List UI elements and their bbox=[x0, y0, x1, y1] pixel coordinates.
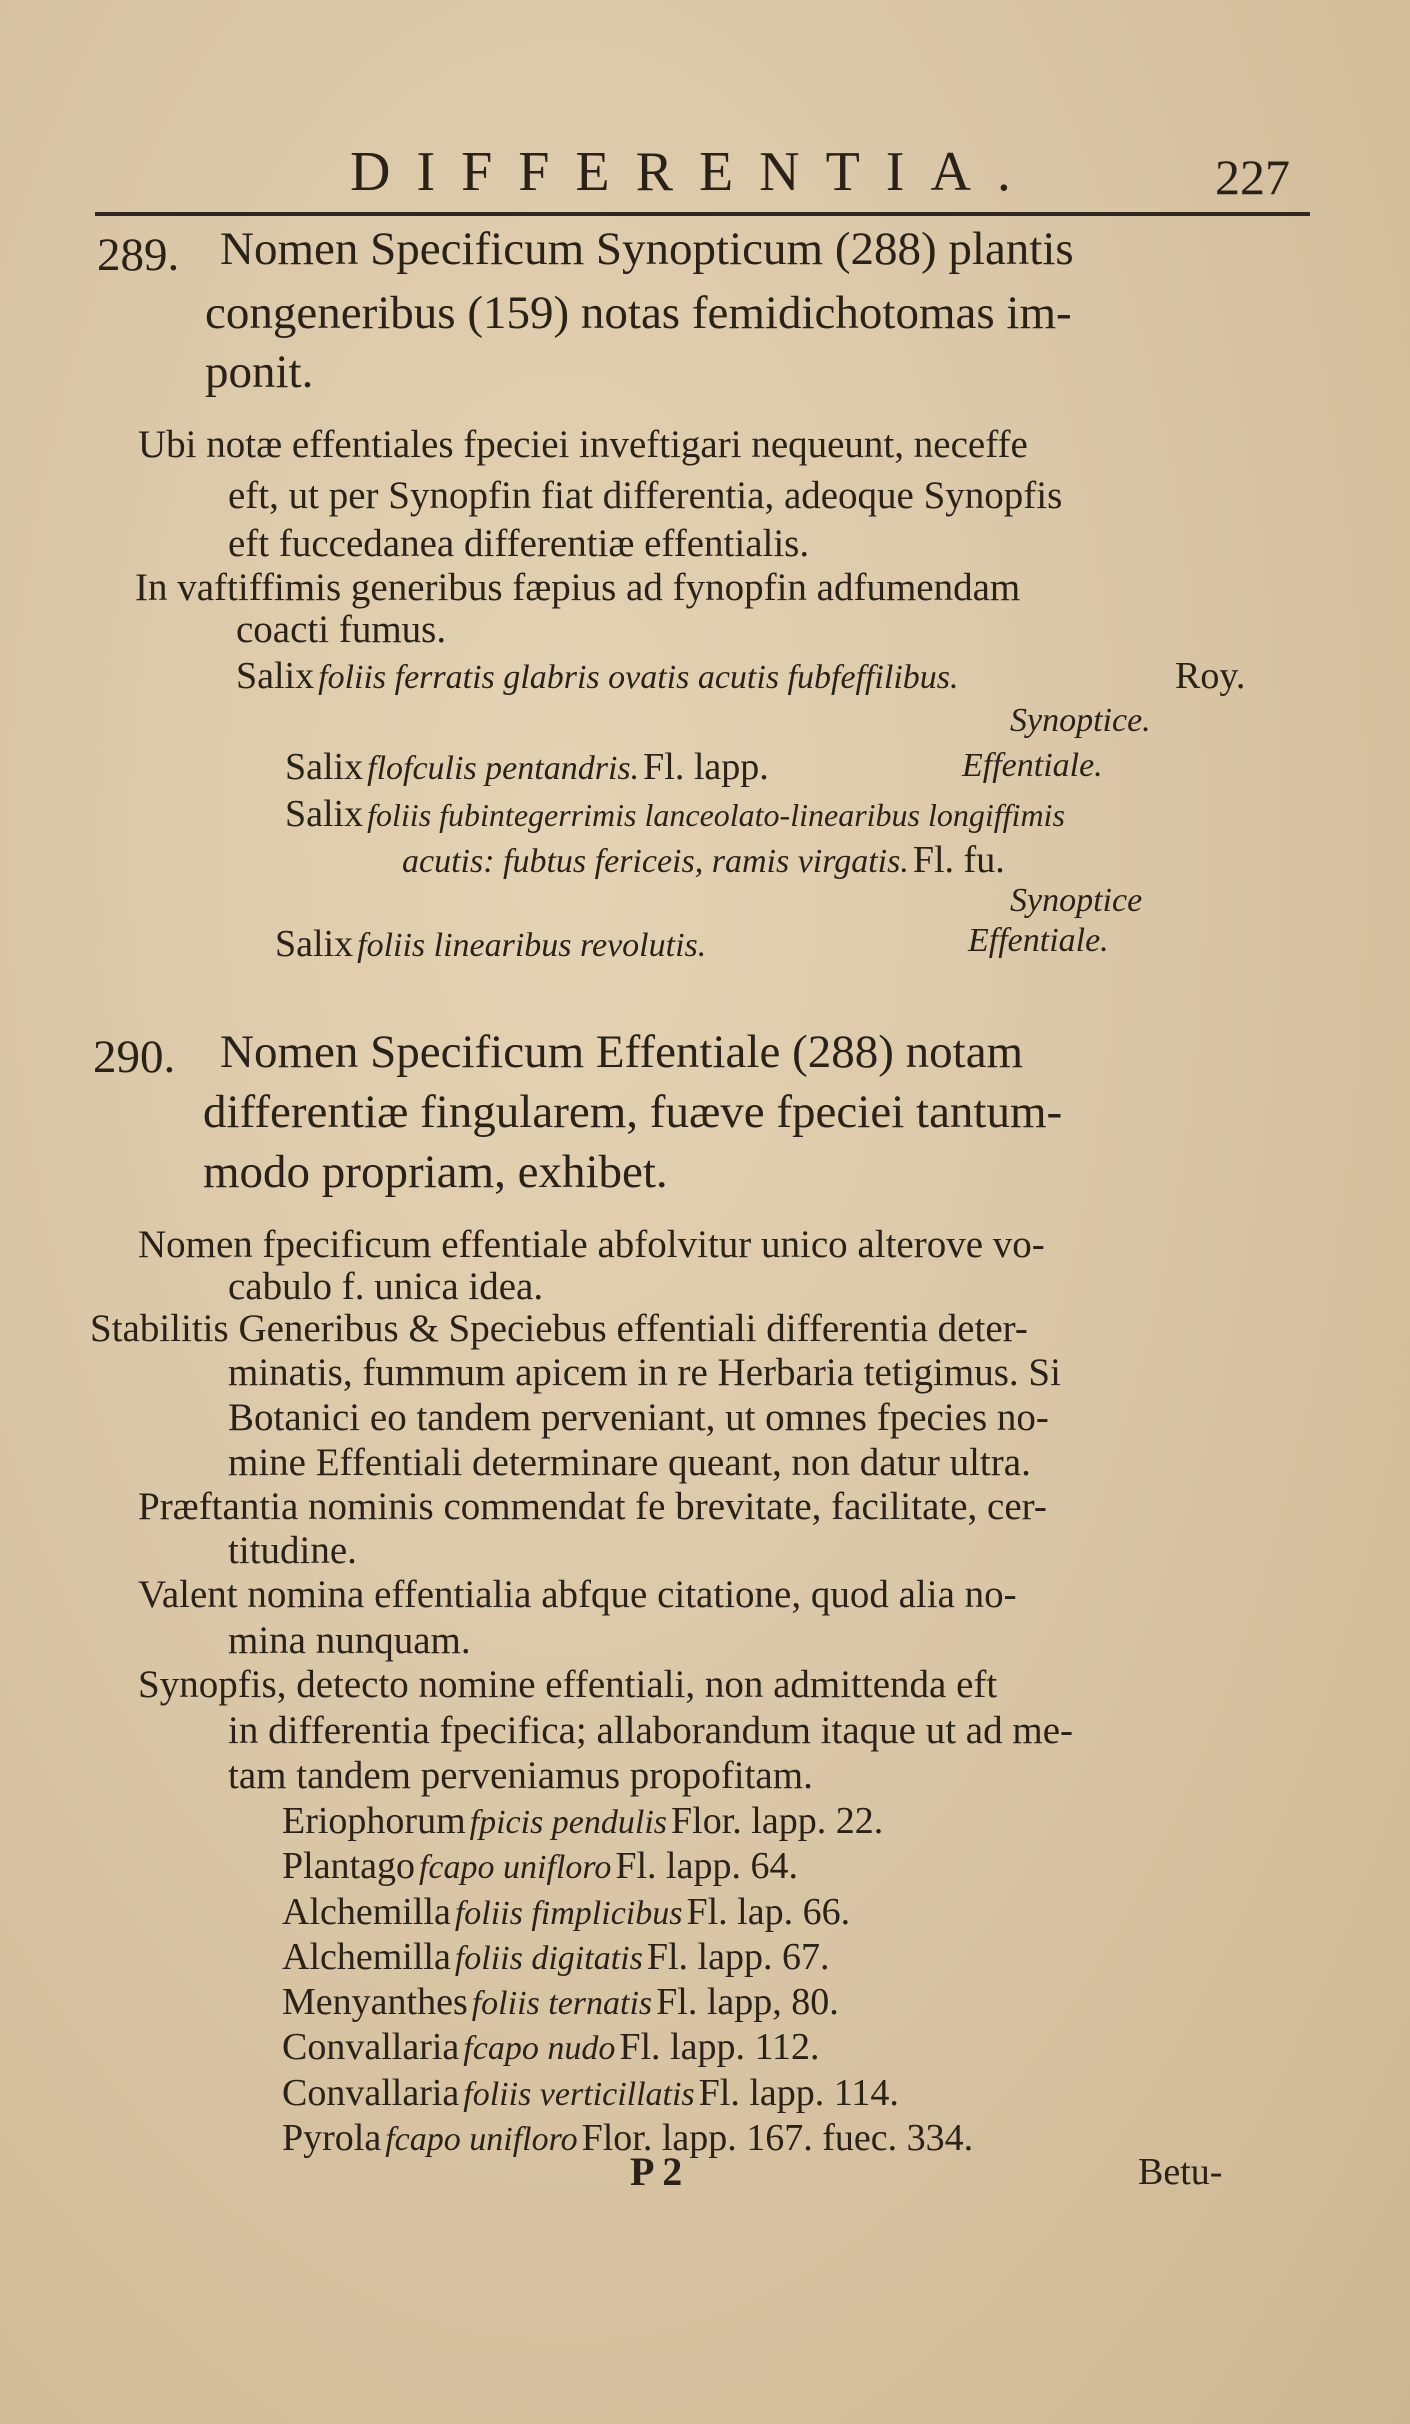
example-line bbox=[285, 792, 1065, 836]
genus-name: Alchemilla bbox=[282, 1891, 451, 1933]
name-type-label: Effentiale. bbox=[968, 922, 1109, 959]
genus-name: Alchemilla bbox=[282, 1936, 451, 1978]
example-line bbox=[282, 1935, 829, 1979]
note-line: minatis, fummum apicem in re Herbaria tetigimus. Si bbox=[228, 1351, 1061, 1394]
citation: Fl. lapp. 64. bbox=[615, 1845, 798, 1887]
note-line: titudine. bbox=[228, 1529, 357, 1572]
note-line: Nomen fpecificum effentiale abfolvitur unico alterove vo- bbox=[138, 1223, 1045, 1266]
example-line bbox=[282, 1890, 850, 1934]
diagnostic-phrase: foliis fimplicibus bbox=[454, 1895, 683, 1932]
citation: Fl. lapp. 114. bbox=[698, 2072, 899, 2114]
note-line: Præftantia nominis commendat fe brevitate, facilitate, cer- bbox=[138, 1485, 1047, 1528]
genus-name: Salix bbox=[236, 655, 315, 697]
diagnostic-phrase: foliis digitatis bbox=[454, 1940, 643, 1977]
note-line: Stabilitis Generibus & Speciebus effentiali differentia deter- bbox=[90, 1307, 1028, 1350]
diagnostic-phrase: flofculis pentandris. bbox=[367, 750, 640, 787]
genus-name: Menyanthes bbox=[282, 1981, 468, 2023]
genus-name: Pyrola bbox=[282, 2117, 382, 2159]
citation: Flor. lapp. 22. bbox=[671, 1800, 884, 1842]
example-line bbox=[282, 1799, 883, 1843]
citation: Fl. lapp. 67. bbox=[646, 1936, 830, 1978]
catchword: Betu- bbox=[1138, 2151, 1223, 2193]
note-line: eft fuccedanea differentiæ effentialis. bbox=[228, 522, 810, 565]
section-text-line: Nomen Specificum Synopticum (288) plantis bbox=[220, 223, 1074, 275]
example-line bbox=[285, 745, 769, 789]
example-line bbox=[402, 838, 1005, 882]
note-line: eft, ut per Synopfin fiat differentia, adeoque Synopfis bbox=[228, 474, 1063, 517]
name-type-label: Synoptice bbox=[1010, 882, 1143, 919]
section-number: 290. bbox=[93, 1031, 176, 1083]
example-line bbox=[236, 654, 959, 698]
note-line: tam tandem perveniamus propofitam. bbox=[228, 1754, 813, 1797]
example-line bbox=[282, 2025, 820, 2069]
genus-name: Salix bbox=[285, 746, 364, 788]
name-type-label: Effentiale. bbox=[962, 747, 1103, 784]
note-line: mine Effentiali determinare queant, non datur ultra. bbox=[228, 1441, 1031, 1484]
note-line: Valent nomina effentialia abfque citatione, quod alia no- bbox=[138, 1573, 1017, 1616]
note-line: coacti fumus. bbox=[236, 608, 447, 651]
page-number: 227 bbox=[1215, 149, 1290, 205]
diagnostic-phrase: foliis ternatis bbox=[471, 1985, 653, 2022]
diagnostic-phrase: fcapo unifloro bbox=[385, 2121, 578, 2158]
diagnostic-phrase: fcapo nudo bbox=[463, 2030, 616, 2067]
example-line bbox=[282, 2116, 973, 2160]
diagnostic-phrase: foliis verticillatis bbox=[463, 2076, 695, 2113]
citation: Fl. lapp. 112. bbox=[619, 2026, 820, 2068]
diagnostic-phrase: fcapo unifloro bbox=[418, 1849, 612, 1886]
section-text-line: congeneribus (159) notas femidichotomas im- bbox=[205, 287, 1072, 339]
genus-name: Convallaria bbox=[282, 2072, 460, 2114]
section-text-line: differentiæ fingularem, fuæve fpeciei tantum- bbox=[203, 1086, 1063, 1138]
diagnostic-phrase: foliis linearibus revolutis. bbox=[357, 927, 707, 964]
header-rule bbox=[95, 212, 1310, 216]
name-type-label: Synoptice. bbox=[1010, 702, 1151, 739]
note-line: cabulo f. unica idea. bbox=[228, 1265, 544, 1308]
genus-name: Eriophorum bbox=[282, 1800, 466, 1842]
citation: Fl. lapp, 80. bbox=[656, 1981, 839, 2023]
diagnostic-phrase: foliis ferratis glabris ovatis acutis fubfeffilibus. bbox=[318, 659, 959, 696]
citation: Roy. bbox=[1175, 655, 1246, 697]
note-line: In vaftiffimis generibus fæpius ad fynopfin adfumendam bbox=[135, 566, 1021, 609]
example-line bbox=[282, 1844, 798, 1888]
citation: Fl. lapp. bbox=[643, 746, 769, 788]
section-text-line: Nomen Specificum Effentiale (288) notam bbox=[220, 1026, 1024, 1078]
citation: Fl. lap. 66. bbox=[686, 1891, 851, 1933]
genus-name: Convallaria bbox=[282, 2026, 460, 2068]
note-line: mina nunquam. bbox=[228, 1619, 471, 1662]
note-line: Synopfis, detecto nomine effentiali, non admittenda eft bbox=[138, 1663, 998, 1706]
section-number: 289. bbox=[97, 229, 180, 281]
section-text-line: ponit. bbox=[205, 346, 314, 398]
running-head: DIFFERENTIA. bbox=[350, 141, 1037, 203]
note-line: Botanici eo tandem perveniant, ut omnes fpecies no- bbox=[228, 1396, 1049, 1439]
example-line bbox=[275, 922, 706, 966]
diagnostic-phrase: fpicis pendulis bbox=[469, 1804, 668, 1841]
example-line bbox=[282, 1980, 839, 2024]
genus-name: Plantago bbox=[282, 1845, 415, 1887]
section-text-line: modo propriam, exhibet. bbox=[203, 1146, 668, 1198]
diagnostic-phrase: acutis: fubtus fericeis, ramis virgatis. bbox=[402, 843, 909, 880]
genus-name: Salix bbox=[285, 793, 364, 835]
citation: Fl. fu. bbox=[912, 839, 1005, 881]
genus-name: Salix bbox=[275, 923, 354, 965]
note-line: Ubi notæ effentiales fpeciei inveftigari nequeunt, neceffe bbox=[138, 423, 1028, 466]
diagnostic-phrase: foliis fubintegerrimis lanceolato-linearibus longiffimis bbox=[367, 797, 1065, 833]
note-line: in differentia fpecifica; allaborandum itaque ut ad me- bbox=[228, 1709, 1073, 1752]
citation: Flor. lapp. 167. fuec. 334. bbox=[581, 2117, 974, 2159]
example-line bbox=[282, 2071, 899, 2115]
signature-mark: P 2 bbox=[630, 2149, 683, 2194]
